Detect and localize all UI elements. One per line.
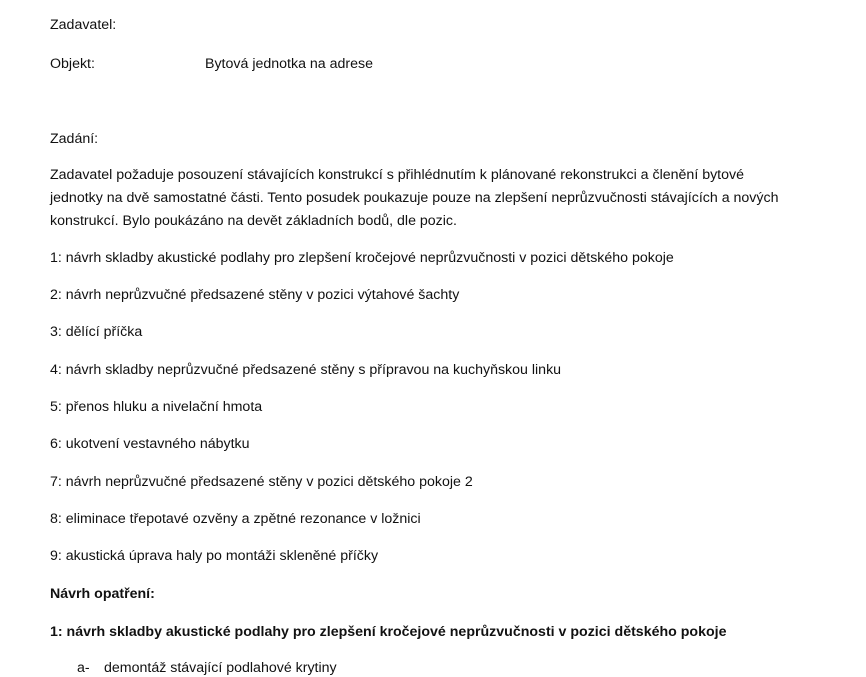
subitem-text: demontáž stávající podlahové krytiny bbox=[104, 660, 337, 676]
measure-1-heading: 1: návrh skladby akustické podlahy pro zlepšení kročejové neprůzvučnosti v pozici dětského pokoje bbox=[50, 624, 727, 640]
point-8: 8: eliminace třepotavé ozvěny a zpětné rezonance v ložnici bbox=[50, 511, 421, 527]
measure-1-subitem-a bbox=[77, 660, 337, 677]
point-7: 7: návrh neprůzvučné předsazené stěny v pozici dětského pokoje 2 bbox=[50, 474, 473, 490]
object-value: Bytová jednotka na adrese bbox=[205, 56, 373, 72]
assignment-line-2: jednotky na dvě samostatné části. Tento posudek poukazuje pouze na zlepšení neprůzvučnosti stávajících a nových bbox=[50, 190, 779, 206]
assignment-heading: Zadání: bbox=[50, 131, 99, 147]
measures-heading: Návrh opatření: bbox=[50, 586, 155, 602]
assignment-line-3: konstrukcí. Bylo poukázáno na devět základních bodů, dle pozic. bbox=[50, 213, 457, 229]
object-row bbox=[50, 56, 373, 73]
client-label: Zadavatel: bbox=[50, 17, 117, 33]
object-label: Objekt: bbox=[50, 56, 95, 72]
assignment-paragraph bbox=[50, 164, 820, 233]
assignment-line-1: Zadavatel požaduje posouzení stávajících konstrukcí s přihlédnutím k plánované rekonstrukci a členění bytové bbox=[50, 167, 745, 183]
point-3: 3: dělící příčka bbox=[50, 324, 143, 340]
point-2: 2: návrh neprůzvučné předsazené stěny v pozici výtahové šachty bbox=[50, 287, 460, 303]
subitem-marker: a- bbox=[77, 660, 90, 676]
point-1: 1: návrh skladby akustické podlahy pro zlepšení kročejové neprůzvučnosti v pozici dětského pokoje bbox=[50, 250, 674, 266]
point-4: 4: návrh skladby neprůzvučné předsazené stěny s přípravou na kuchyňskou linku bbox=[50, 362, 562, 378]
point-5: 5: přenos hluku a nivelační hmota bbox=[50, 399, 263, 415]
point-6: 6: ukotvení vestavného nábytku bbox=[50, 436, 250, 452]
point-9: 9: akustická úprava haly po montáži skleněné příčky bbox=[50, 548, 379, 564]
